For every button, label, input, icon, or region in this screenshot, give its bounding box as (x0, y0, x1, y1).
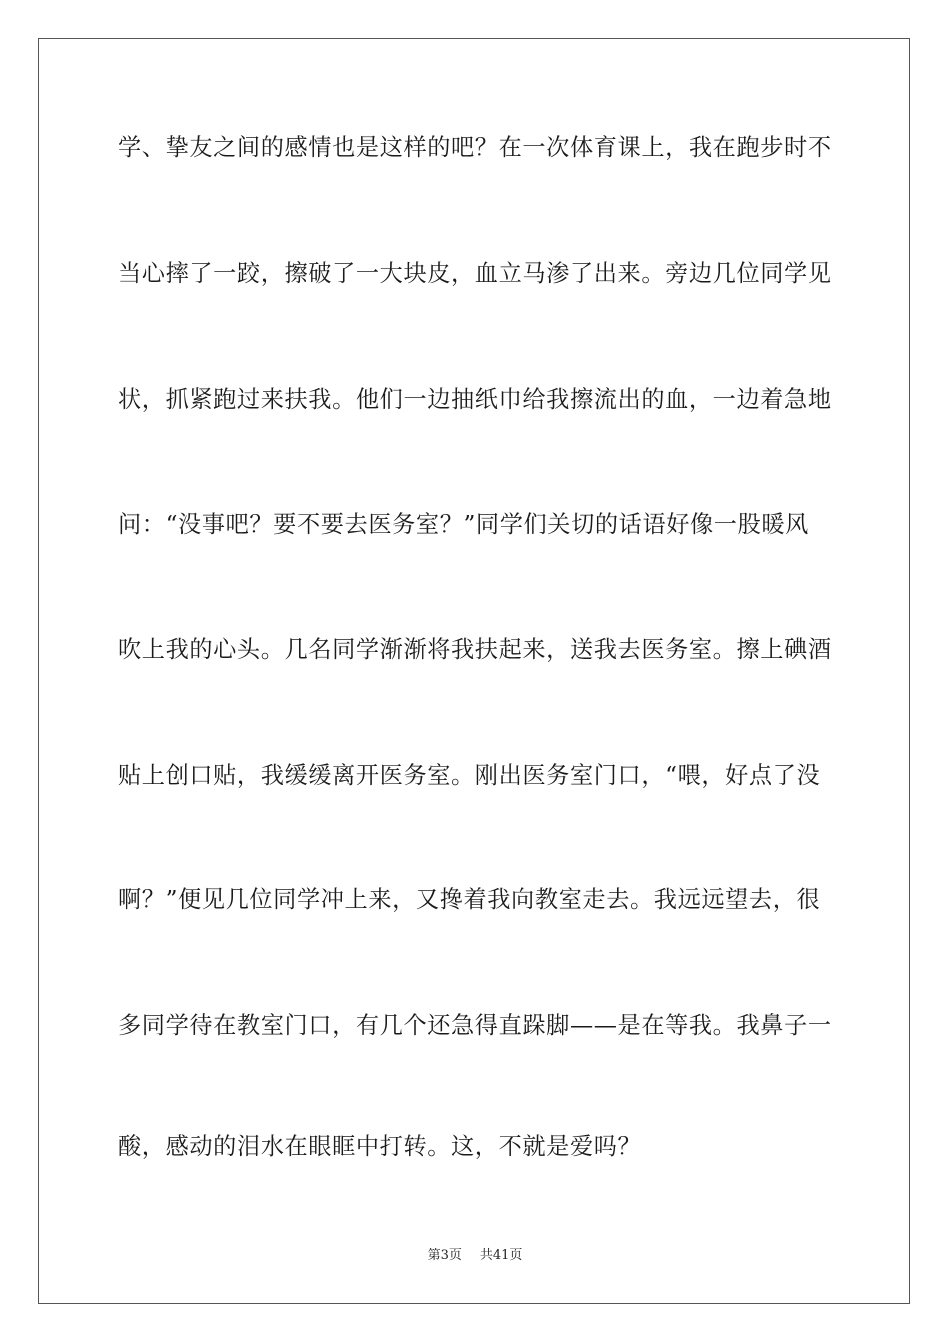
page-footer (0, 1247, 950, 1265)
text-line-4: 问：“没事吧？要不要去医务室？”同学们关切的话语好像一股暖风 (118, 511, 809, 538)
text-line-5: 吹上我的心头。几名同学渐渐将我扶起来，送我去医务室。擦上碘酒 (118, 636, 832, 663)
page-total: 共41页 (479, 1248, 523, 1263)
text-line-7: 啊？”便见几位同学冲上来，又搀着我向教室走去。我远远望去，很 (118, 886, 821, 913)
page-number: 第3页 (427, 1248, 462, 1263)
text-line-3: 状，抓紧跑过来扶我。他们一边抽纸巾给我擦流出的血，一边着急地 (118, 386, 832, 413)
text-line-8: 多同学待在教室门口，有几个还急得直跺脚——是在等我。我鼻子一 (118, 1012, 832, 1039)
text-line-2: 当心摔了一跤，擦破了一大块皮，血立马渗了出来。旁边几位同学见 (118, 260, 832, 287)
page-border (38, 38, 910, 1304)
text-line-6: 贴上创口贴，我缓缓离开医务室。刚出医务室门口，“喂，好点了没 (118, 762, 821, 789)
text-line-1: 学、挚友之间的感情也是这样的吧？在一次体育课上，我在跑步时不 (118, 134, 832, 161)
text-line-9: 酸，感动的泪水在眼眶中打转。这，不就是爱吗？ (118, 1133, 642, 1160)
